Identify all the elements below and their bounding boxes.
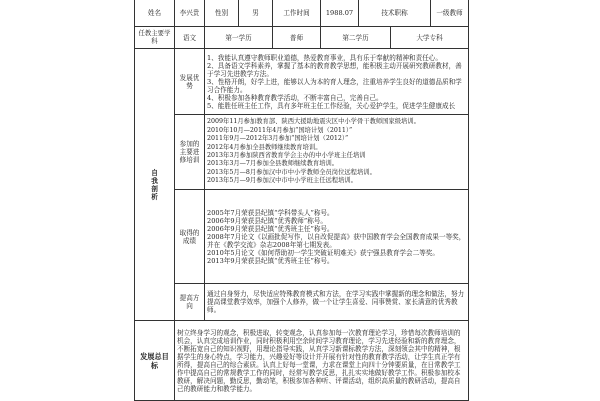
advantage-item: 4、积极参加各种教育教学活动，不断丰富自己，完善自己。 (207, 93, 383, 102)
self-analysis-char: 我 (151, 176, 158, 185)
achievement-item: 2010年5月论文《如何帮助初一学生突破证明难关》获宁强县教育学会二等奖。 (207, 248, 439, 257)
training-content (205, 115, 469, 190)
training-item: 2013年3月参加陕西省教育学会主办的中小学班主任培训 (207, 152, 366, 159)
achievements-row (135, 190, 469, 284)
goals-row (135, 321, 469, 401)
improvement-label: 提高方向 (175, 284, 205, 321)
training-item: 2011年9月—2012年3月参加“国培计划（2012）” (207, 135, 349, 143)
advantage-item: 3、性格开朗，好学上进，能够以人为本的育人理念，注重培养学生良好的道德品质和学习合作能力。 (207, 77, 462, 94)
achievements-label: 取得的成绩 (175, 190, 205, 284)
achievement-item: 2006年9月荣获县纪镇“优秀教师”称号。 (207, 216, 328, 225)
training-item: 2010年10月—2011年4月参加“国培计划（2011）” (207, 126, 353, 134)
education-row (135, 27, 469, 49)
training-item: 2012年4月参加全县教师继续教育培训。 (207, 143, 322, 151)
training-item: 2009年11月参加教育部、陕西大援助地震灾区中小学骨干教师国家级培训。 (207, 118, 420, 126)
subject-label: 任教主要学科 (135, 27, 175, 49)
training-row (135, 115, 469, 190)
achievement-item: 2005年7月荣获县纪镇“学科带头人”称号。 (207, 208, 334, 217)
training-label: 参加的主要进修培训 (175, 115, 205, 190)
achievement-item: 2008年7月论文《以画批促写作，以自改促提高》获中国教育学会全国教育成果一等奖，并在《教学交流》杂志2008年第七期发表。 (207, 232, 466, 249)
achievement-item: 2013年9月荣获县纪镇“优秀班主任”称号。 (207, 256, 334, 265)
work-time-value: 1988.07 (321, 0, 359, 27)
goals-label: 发展总目标 (135, 321, 175, 401)
goals-content: 树立终身学习的观念，积极进取，转变观念，认真参加每一次教育理论学习，珍惜每次教师培训的机会，认真完成培训作业，同时积极利用空余时间学习教育理论，学习先进经验和新的教育理念，不断拓宽自己的知识视野，用理论指导实践，从真学习新课标教学方法，深刻领会其中的精神，根据学生的身心特点，学习能力，兴趣爱好等设计并开展有针对性的教育教学活动，让学生真正学有所得，提高自己的综合素质。认真上好每一堂课，力求在课堂上向四十分钟要质量，在日常教学工作中提高自己的常规教学工作的同时，经常写教学反思，扎扎实实地做好教学工作。积极参加校本教研，解决问题，勤反思，勤动笔，积极参加各种听、评课活动，组织高质量的教研活动，提高自己的教研能力和教学能力。 (175, 321, 469, 401)
gender-value: 男 (239, 0, 273, 27)
self-analysis-char: 析 (151, 192, 158, 201)
achievements-content (205, 190, 469, 284)
self-analysis-char: 剖 (151, 184, 158, 193)
gender-label: 性别 (205, 0, 239, 27)
self-analysis-heading (135, 49, 175, 321)
advantages-row (135, 49, 469, 115)
subject-value: 语文 (175, 27, 205, 49)
training-item: 2013年5月—8月参加汉中市中小学教师全员岗位远程培训。 (207, 168, 376, 176)
advantage-item: 5、能胜任班主任工作，具有多年班主任工作经验，关心爱护学生，促进学生健康成长 (207, 101, 456, 110)
teacher-development-form (134, 0, 469, 401)
improvement-row (135, 284, 469, 321)
second-education-label: 第二学历 (321, 27, 391, 49)
work-time-label: 工作时间 (273, 0, 321, 27)
achievement-item: 2006年9月荣获县纪镇“优秀班主任”称号。 (207, 224, 334, 233)
title-value: 一级教师 (431, 0, 469, 27)
advantages-label: 发展优势 (175, 49, 205, 115)
title-label: 技术职称 (359, 0, 431, 27)
improvement-content (205, 284, 469, 321)
name-label: 姓名 (135, 0, 175, 27)
name-value: 李兴贵 (175, 0, 205, 27)
first-education-value: 普师 (273, 27, 321, 49)
advantage-item: 1、我能认真遵守教师职业道德，热爱教育事业，具有乐于奉献的精神和责任心。 (207, 53, 442, 62)
second-education-value: 大学专科 (391, 27, 469, 49)
training-item: 2013年5月—9月参加汉中市中小学班主任远程培训。 (207, 177, 357, 185)
header-row (135, 0, 469, 27)
first-education-label: 第一学历 (205, 27, 273, 49)
self-analysis-char: 自 (151, 168, 158, 177)
advantage-item: 2、具备语文学科素养，掌握了基本的教育教学思想，能积极主动开展研究教研教材，善于学习先进教学方法。 (207, 61, 462, 78)
improvement-item: 通过自身努力，尽快适应特殊教育模式和方法，在学习实践中掌握新的理念和做法，努力提高课堂教学效率，加强个人修养，做一个让学生喜爱、同事赞赏、家长满意的优秀教师。 (207, 290, 465, 314)
advantages-content (205, 49, 469, 115)
training-item: 2013年3月—7月参加全县教师继续教育培训。 (207, 160, 339, 168)
